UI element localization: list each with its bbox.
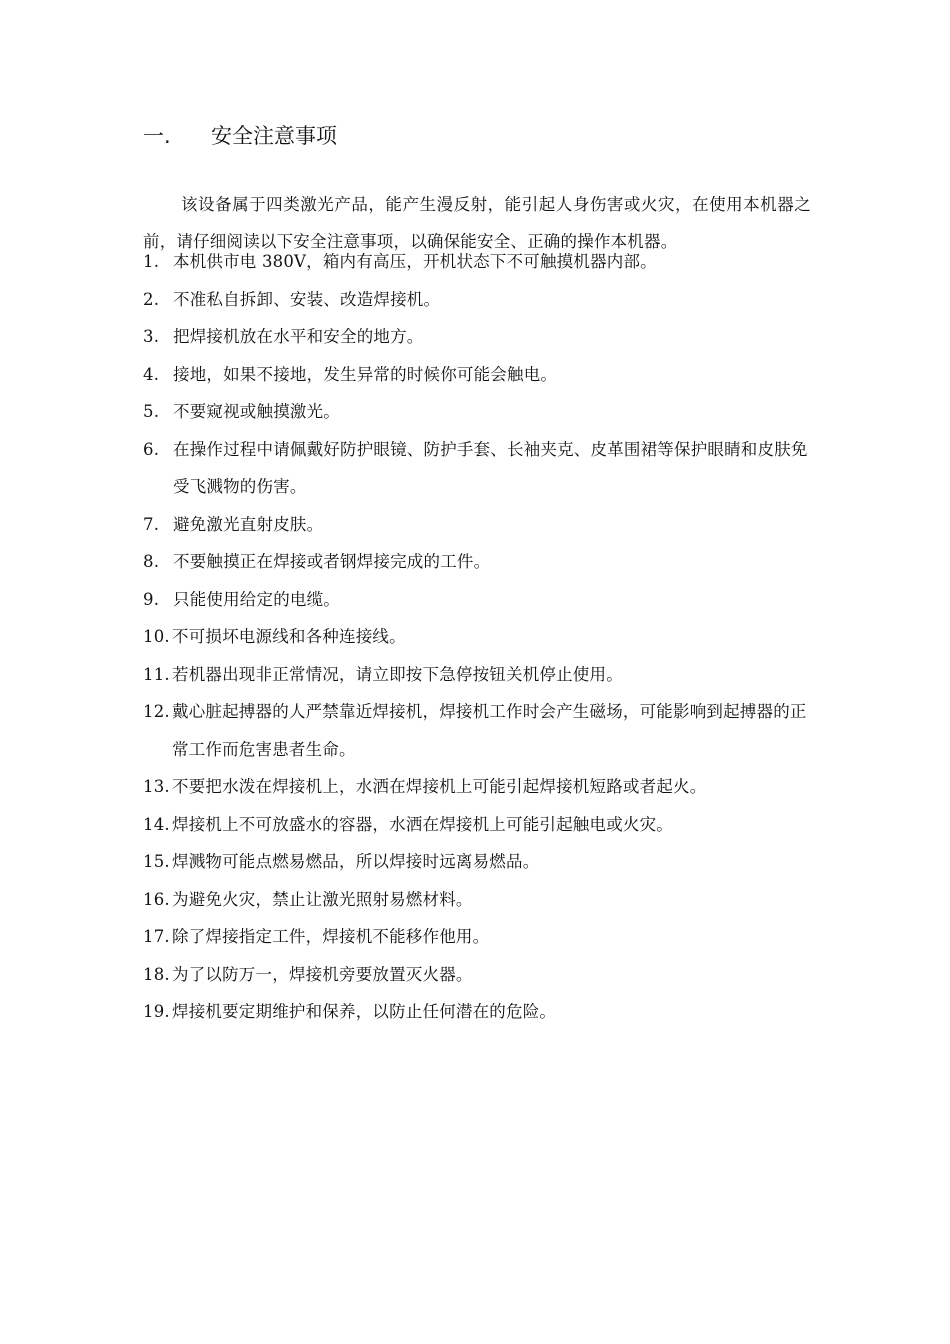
item-number: 19. — [143, 1002, 170, 1021]
item-number: 5. — [143, 402, 160, 421]
list-item — [143, 843, 811, 881]
list-item — [143, 243, 811, 281]
item-text: 不要把水泼在焊接机上，水洒在焊接机上可能引起焊接机短路或者起火。 — [172, 777, 707, 796]
list-item — [143, 768, 811, 806]
item-number: 8. — [143, 552, 160, 571]
list-item — [143, 656, 811, 694]
item-number: 11. — [143, 664, 170, 684]
list-item — [143, 618, 811, 656]
list-item — [143, 281, 811, 319]
item-text: 避免激光直射皮肤。 — [173, 514, 324, 534]
item-number: 1. — [143, 252, 160, 271]
item-text: 不可损坏电源线和各种连接线。 — [172, 627, 406, 646]
item-text: 戴心脏起搏器的人严禁靠近焊接机，焊接机工作时会产生磁场，可能影响到起搏器的正常工作而危害患者生命。 — [172, 702, 807, 759]
item-number: 13. — [143, 777, 170, 796]
item-number: 9. — [143, 589, 160, 609]
list-item — [143, 393, 811, 431]
item-number: 15. — [143, 852, 170, 871]
list-item — [143, 881, 811, 919]
item-text: 接地，如果不接地，发生异常的时候你可能会触电。 — [173, 364, 558, 384]
item-number: 12. — [143, 702, 170, 721]
list-item — [143, 506, 811, 544]
list-item — [143, 543, 811, 581]
safety-list — [143, 243, 811, 1031]
list-item — [143, 918, 811, 956]
list-item — [143, 693, 811, 768]
list-item — [143, 993, 811, 1031]
item-text: 除了焊接指定工件，焊接机不能移作他用。 — [172, 927, 490, 946]
section-number: 一. — [143, 124, 171, 148]
list-item — [143, 806, 811, 844]
intro-paragraph: 该设备属于四类激光产品，能产生漫反射，能引起人身伤害或火灾，在使用本机器之前，请仔细阅读以下安全注意事项，以确保能安全、正确的操作本机器。 — [143, 194, 811, 251]
item-text: 只能使用给定的电缆。 — [173, 589, 340, 609]
item-text: 焊接机要定期维护和保养，以防止任何潜在的危险。 — [172, 1002, 557, 1021]
item-number: 16. — [143, 889, 170, 909]
item-number: 18. — [143, 964, 170, 984]
item-text: 焊溅物可能点燃易燃品，所以焊接时远离易燃品。 — [172, 852, 540, 871]
item-text: 不要触摸正在焊接或者钢焊接完成的工件。 — [173, 552, 491, 571]
list-item — [143, 581, 811, 619]
item-number: 17. — [143, 927, 170, 946]
list-item — [143, 431, 811, 506]
item-number: 7. — [143, 514, 160, 534]
item-text: 为了以防万一，焊接机旁要放置灭火器。 — [172, 964, 473, 984]
list-item — [143, 318, 811, 356]
list-item — [143, 956, 811, 994]
item-text: 不准私自拆卸、安装、改造焊接机。 — [173, 289, 441, 309]
item-text: 为避免火灾，禁止让激光照射易燃材料。 — [172, 889, 473, 909]
item-number: 6. — [143, 439, 160, 459]
item-text: 本机供市电 380V，箱内有高压，开机状态下不可触摸机器内部。 — [173, 252, 657, 271]
item-number: 4. — [143, 364, 160, 384]
item-text: 焊接机上不可放盛水的容器，水洒在焊接机上可能引起触电或火灾。 — [172, 814, 673, 834]
item-number: 14. — [143, 814, 170, 834]
item-number: 10. — [143, 627, 170, 646]
item-text: 若机器出现非正常情况，请立即按下急停按钮关机停止使用。 — [172, 664, 623, 684]
section-title: 安全注意事项 — [211, 124, 337, 148]
item-text: 在操作过程中请佩戴好防护眼镜、防护手套、长袖夹克、皮革围裙等保护眼睛和皮肤免受飞溅物的伤害。 — [173, 439, 808, 496]
item-text: 把焊接机放在水平和安全的地方。 — [173, 327, 424, 346]
item-text: 不要窥视或触摸激光。 — [173, 402, 340, 421]
section-heading — [143, 122, 337, 150]
list-item — [143, 356, 811, 394]
item-number: 2. — [143, 289, 160, 309]
item-number: 3. — [143, 327, 160, 346]
